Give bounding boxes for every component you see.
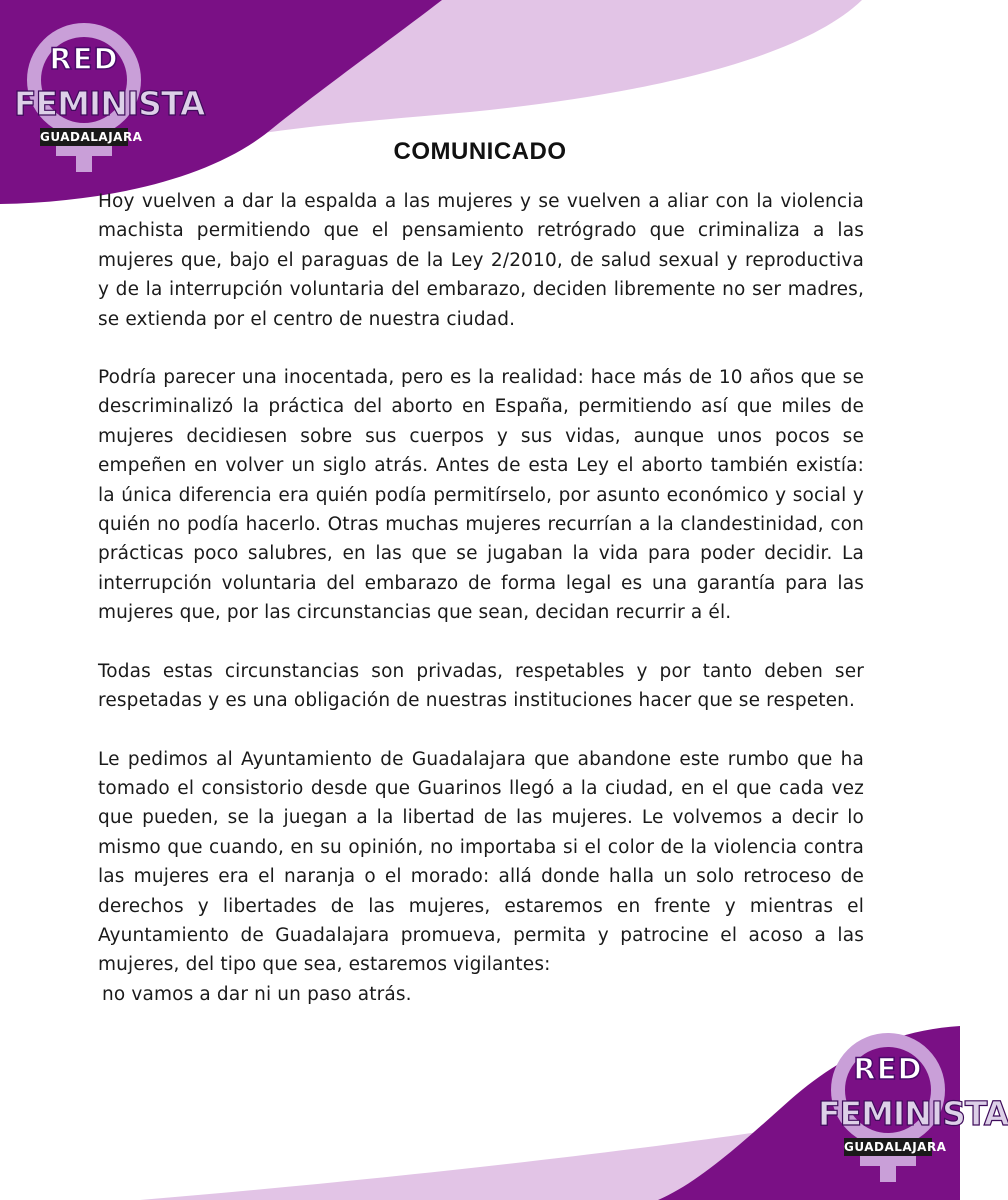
closing-line: no vamos a dar ni un paso atrás. <box>102 983 412 1005</box>
paragraph: Todas estas circunstancias son privadas, respetables y por tanto deben ser respetadas y es una obligación de nuestras instituciones hacer que se respeten. <box>98 660 864 712</box>
paragraph: Podría parecer una inocentada, pero es la realidad: hace más de 10 años que se descriminalizó la práctica del aborto en España, permitiendo así que miles de mujeres decidiesen sobre sus cuerpos y sus vidas, aunque unos pocos se empeñen en volver un siglo atrás. Antes de esta Ley el aborto también existía: la única diferencia era quién podía permitírselo, por asunto económico y social y quién no podía hacerlo. Otras muchas mujeres recurrían a la clandestinidad, con prácticas poco salubres, en las que se jugaban la vida para poder decidir. La interrupción voluntaria del embarazo de forma legal es una garantía para las mujeres que, por las circunstancias que sean, decidan recurrir a él. <box>98 367 864 624</box>
document-title: COMUNICADO <box>393 138 567 165</box>
logo-text-red: RED <box>49 42 119 76</box>
logo-bottom <box>818 1028 1008 1188</box>
logo-text-feminista: FEMINISTA <box>818 1094 1008 1133</box>
logo-text-city: GUADALAJARA <box>40 130 143 144</box>
logo-text-red: RED <box>853 1052 923 1086</box>
document-body <box>98 187 864 1009</box>
paragraph: Le pedimos al Ayuntamiento de Guadalajara que abandone este rumbo que ha tomado el consistorio desde que Guarinos llegó a la ciudad, en el que cada vez que pueden, se la juegan a la libertad de las mujeres. Le volvemos a decir lo mismo que cuando, en su opinión, no importaba si el color de la violencia contra las mujeres era el naranja o el morado: allá donde halla un solo retroceso de derechos y libertades de las mujeres, estaremos en frente y mientras el Ayuntamiento de Guadalajara promueva, permita y patrocine el acoso a las mujeres, del tipo que sea, estaremos vigilantes: <box>98 748 864 976</box>
logo-text-city: GUADALAJARA <box>844 1140 947 1154</box>
paragraph: Hoy vuelven a dar la espalda a las mujeres y se vuelven a aliar con la violencia machista permitiendo que el pensamiento retrógrado que criminaliza a las mujeres que, bajo el paraguas de la Ley 2/2010, de salud sexual y reproductiva y de la interrupción voluntaria del embarazo, deciden libremente no ser madres, se extienda por el centro de nuestra ciudad. <box>98 191 864 330</box>
logo-text-feminista: FEMINISTA <box>14 84 205 123</box>
